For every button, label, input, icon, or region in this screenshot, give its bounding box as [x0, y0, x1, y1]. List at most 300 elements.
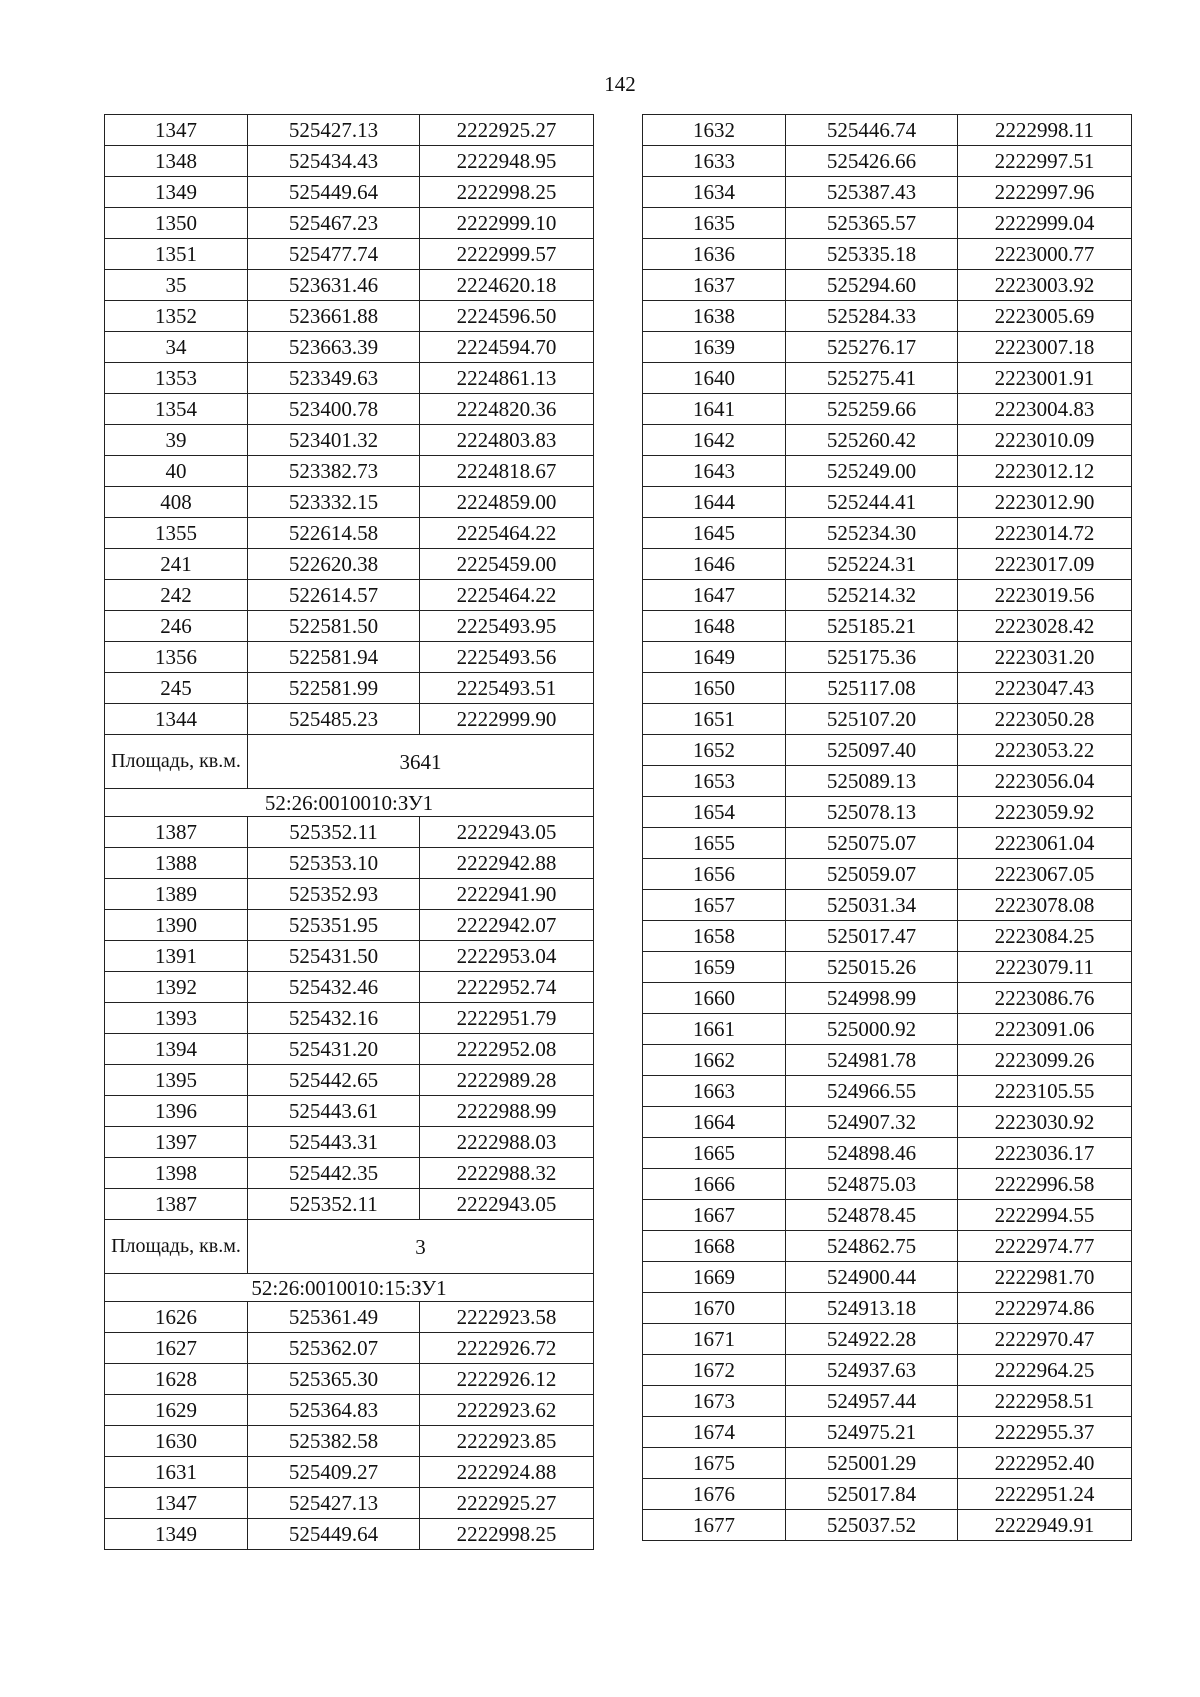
point-number-cell: 35: [105, 270, 248, 301]
point-number-cell: 1649: [643, 642, 786, 673]
point-number-cell: 1394: [105, 1034, 248, 1065]
point-number-cell: 1397: [105, 1127, 248, 1158]
x-coordinate-cell: 525431.20: [248, 1034, 420, 1065]
y-coordinate-cell: 2222998.25: [420, 177, 594, 208]
table-row: [105, 1096, 594, 1127]
x-coordinate-cell: 525467.23: [248, 208, 420, 239]
x-coordinate-cell: 525294.60: [786, 270, 958, 301]
table-row: [105, 425, 594, 456]
x-coordinate-cell: 525234.30: [786, 518, 958, 549]
table-row: [643, 1479, 1132, 1510]
x-coordinate-cell: 525000.92: [786, 1014, 958, 1045]
x-coordinate-cell: 524878.45: [786, 1200, 958, 1231]
table-row: [643, 1262, 1132, 1293]
x-coordinate-cell: 522581.94: [248, 642, 420, 673]
x-coordinate-cell: 525075.07: [786, 828, 958, 859]
point-number-cell: 1627: [105, 1333, 248, 1364]
point-number-cell: 1644: [643, 487, 786, 518]
point-number-cell: 1675: [643, 1448, 786, 1479]
parcel-number: 52:26:0010010:15:ЗУ1: [105, 1274, 594, 1302]
x-coordinate-cell: 522620.38: [248, 549, 420, 580]
y-coordinate-cell: 2224594.70: [420, 332, 594, 363]
table-row: [643, 425, 1132, 456]
x-coordinate-cell: 525431.50: [248, 941, 420, 972]
table-row: [643, 1076, 1132, 1107]
y-coordinate-cell: 2222951.24: [958, 1479, 1132, 1510]
x-coordinate-cell: 525351.95: [248, 910, 420, 941]
table-row: [105, 848, 594, 879]
x-coordinate-cell: 525427.13: [248, 1488, 420, 1519]
point-number-cell: 1628: [105, 1364, 248, 1395]
y-coordinate-cell: 2225493.56: [420, 642, 594, 673]
table-row: [643, 1355, 1132, 1386]
y-coordinate-cell: 2225464.22: [420, 580, 594, 611]
table-row: [643, 1169, 1132, 1200]
point-number-cell: 1676: [643, 1479, 786, 1510]
point-number-cell: 1632: [643, 115, 786, 146]
table-row: [643, 394, 1132, 425]
table-row: [643, 828, 1132, 859]
point-number-cell: 1671: [643, 1324, 786, 1355]
table-row: [105, 487, 594, 518]
x-coordinate-cell: 525224.31: [786, 549, 958, 580]
y-coordinate-cell: 2223047.43: [958, 673, 1132, 704]
x-coordinate-cell: 525449.64: [248, 1519, 420, 1550]
point-number-cell: 1388: [105, 848, 248, 879]
y-coordinate-cell: 2222996.58: [958, 1169, 1132, 1200]
point-number-cell: 1648: [643, 611, 786, 642]
x-coordinate-cell: 525432.46: [248, 972, 420, 1003]
point-number-cell: 39: [105, 425, 248, 456]
point-number-cell: 1631: [105, 1457, 248, 1488]
x-coordinate-cell: 525078.13: [786, 797, 958, 828]
point-number-cell: 1653: [643, 766, 786, 797]
x-coordinate-cell: 525249.00: [786, 456, 958, 487]
y-coordinate-cell: 2222953.04: [420, 941, 594, 972]
point-number-cell: 1674: [643, 1417, 786, 1448]
y-coordinate-cell: 2225493.95: [420, 611, 594, 642]
point-number-cell: 241: [105, 549, 248, 580]
point-number-cell: 1670: [643, 1293, 786, 1324]
point-number-cell: 34: [105, 332, 248, 363]
x-coordinate-cell: 522614.57: [248, 580, 420, 611]
y-coordinate-cell: 2224820.36: [420, 394, 594, 425]
table-row: [643, 1293, 1132, 1324]
table-row: [105, 1127, 594, 1158]
table-row: [643, 1510, 1132, 1541]
x-coordinate-cell: 524966.55: [786, 1076, 958, 1107]
point-number-cell: 1643: [643, 456, 786, 487]
y-coordinate-cell: 2222941.90: [420, 879, 594, 910]
y-coordinate-cell: 2222943.05: [420, 817, 594, 848]
table-row: [105, 146, 594, 177]
point-number-cell: 1668: [643, 1231, 786, 1262]
point-number-cell: 1666: [643, 1169, 786, 1200]
table-row: [105, 941, 594, 972]
x-coordinate-cell: 523631.46: [248, 270, 420, 301]
x-coordinate-cell: 525244.41: [786, 487, 958, 518]
point-number-cell: 1393: [105, 1003, 248, 1034]
x-coordinate-cell: 525017.84: [786, 1479, 958, 1510]
y-coordinate-cell: 2223031.20: [958, 642, 1132, 673]
table-row: [105, 1189, 594, 1220]
y-coordinate-cell: 2224859.00: [420, 487, 594, 518]
y-coordinate-cell: 2222943.05: [420, 1189, 594, 1220]
coordinates-table-left: [104, 114, 594, 1550]
parcel-header-row: [105, 789, 594, 817]
area-value: 3: [248, 1220, 594, 1274]
table-row: [105, 1003, 594, 1034]
x-coordinate-cell: 525361.49: [248, 1302, 420, 1333]
y-coordinate-cell: 2223000.77: [958, 239, 1132, 270]
y-coordinate-cell: 2222988.03: [420, 1127, 594, 1158]
x-coordinate-cell: 524937.63: [786, 1355, 958, 1386]
y-coordinate-cell: 2222951.79: [420, 1003, 594, 1034]
page-number: 142: [604, 72, 636, 96]
point-number-cell: 1672: [643, 1355, 786, 1386]
point-number-cell: 1391: [105, 941, 248, 972]
table-row: [643, 208, 1132, 239]
x-coordinate-cell: 524900.44: [786, 1262, 958, 1293]
point-number-cell: 1667: [643, 1200, 786, 1231]
table-row: [643, 890, 1132, 921]
y-coordinate-cell: 2222999.10: [420, 208, 594, 239]
y-coordinate-cell: 2222964.25: [958, 1355, 1132, 1386]
point-number-cell: 1636: [643, 239, 786, 270]
table-row: [105, 1364, 594, 1395]
point-number-cell: 1652: [643, 735, 786, 766]
table-row: [643, 642, 1132, 673]
y-coordinate-cell: 2223014.72: [958, 518, 1132, 549]
y-coordinate-cell: 2222999.90: [420, 704, 594, 735]
y-coordinate-cell: 2223056.04: [958, 766, 1132, 797]
x-coordinate-cell: 525214.32: [786, 580, 958, 611]
y-coordinate-cell: 2223007.18: [958, 332, 1132, 363]
table-row: [105, 1158, 594, 1189]
point-number-cell: 1347: [105, 1488, 248, 1519]
x-coordinate-cell: 525427.13: [248, 115, 420, 146]
point-number-cell: 1392: [105, 972, 248, 1003]
table-row: [643, 983, 1132, 1014]
y-coordinate-cell: 2223003.92: [958, 270, 1132, 301]
point-number-cell: 1354: [105, 394, 248, 425]
x-coordinate-cell: 525017.47: [786, 921, 958, 952]
y-coordinate-cell: 2223067.05: [958, 859, 1132, 890]
x-coordinate-cell: 525015.26: [786, 952, 958, 983]
y-coordinate-cell: 2222988.32: [420, 1158, 594, 1189]
x-coordinate-cell: 525276.17: [786, 332, 958, 363]
y-coordinate-cell: 2222997.96: [958, 177, 1132, 208]
point-number-cell: 1356: [105, 642, 248, 673]
table-row: [643, 1107, 1132, 1138]
point-number-cell: 1650: [643, 673, 786, 704]
y-coordinate-cell: 2222923.62: [420, 1395, 594, 1426]
x-coordinate-cell: 523401.32: [248, 425, 420, 456]
y-coordinate-cell: 2223061.04: [958, 828, 1132, 859]
point-number-cell: 1656: [643, 859, 786, 890]
y-coordinate-cell: 2225493.51: [420, 673, 594, 704]
table-row: [105, 549, 594, 580]
y-coordinate-cell: 2222974.77: [958, 1231, 1132, 1262]
table-row: [643, 239, 1132, 270]
y-coordinate-cell: 2222923.85: [420, 1426, 594, 1457]
x-coordinate-cell: 525426.66: [786, 146, 958, 177]
table-row: [105, 910, 594, 941]
table-row: [643, 704, 1132, 735]
x-coordinate-cell: 525442.35: [248, 1158, 420, 1189]
point-number-cell: 1651: [643, 704, 786, 735]
point-number-cell: 1647: [643, 580, 786, 611]
table-row: [105, 673, 594, 704]
point-number-cell: 1351: [105, 239, 248, 270]
table-row: [105, 1395, 594, 1426]
y-coordinate-cell: 2222942.07: [420, 910, 594, 941]
y-coordinate-cell: 2223010.09: [958, 425, 1132, 456]
table-row: [643, 1324, 1132, 1355]
x-coordinate-cell: 525409.27: [248, 1457, 420, 1488]
point-number-cell: 1673: [643, 1386, 786, 1417]
point-number-cell: 1349: [105, 177, 248, 208]
point-number-cell: 1658: [643, 921, 786, 952]
point-number-cell: 1352: [105, 301, 248, 332]
y-coordinate-cell: 2223059.92: [958, 797, 1132, 828]
point-number-cell: 1663: [643, 1076, 786, 1107]
y-coordinate-cell: 2222926.72: [420, 1333, 594, 1364]
table-row: [105, 1333, 594, 1364]
point-number-cell: 1661: [643, 1014, 786, 1045]
point-number-cell: 1657: [643, 890, 786, 921]
x-coordinate-cell: 525185.21: [786, 611, 958, 642]
point-number-cell: 1349: [105, 1519, 248, 1550]
table-row: [105, 972, 594, 1003]
y-coordinate-cell: 2223004.83: [958, 394, 1132, 425]
point-number-cell: 1348: [105, 146, 248, 177]
table-row: [643, 363, 1132, 394]
point-number-cell: 1353: [105, 363, 248, 394]
parcel-header-row: [105, 1274, 594, 1302]
y-coordinate-cell: 2222999.57: [420, 239, 594, 270]
y-coordinate-cell: 2223017.09: [958, 549, 1132, 580]
y-coordinate-cell: 2223012.12: [958, 456, 1132, 487]
point-number-cell: 1630: [105, 1426, 248, 1457]
table-row: [105, 1034, 594, 1065]
x-coordinate-cell: 525477.74: [248, 239, 420, 270]
table-row: [643, 115, 1132, 146]
y-coordinate-cell: 2222955.37: [958, 1417, 1132, 1448]
x-coordinate-cell: 524957.44: [786, 1386, 958, 1417]
y-coordinate-cell: 2222926.12: [420, 1364, 594, 1395]
x-coordinate-cell: 525485.23: [248, 704, 420, 735]
y-coordinate-cell: 2222952.08: [420, 1034, 594, 1065]
table-row: [643, 301, 1132, 332]
y-coordinate-cell: 2222970.47: [958, 1324, 1132, 1355]
y-coordinate-cell: 2223099.26: [958, 1045, 1132, 1076]
y-coordinate-cell: 2224861.13: [420, 363, 594, 394]
table-row: [105, 301, 594, 332]
table-row: [643, 1200, 1132, 1231]
table-row: [643, 580, 1132, 611]
table-row: [105, 270, 594, 301]
table-row: [643, 332, 1132, 363]
x-coordinate-cell: 524981.78: [786, 1045, 958, 1076]
y-coordinate-cell: 2224620.18: [420, 270, 594, 301]
table-row: [105, 704, 594, 735]
x-coordinate-cell: 525362.07: [248, 1333, 420, 1364]
y-coordinate-cell: 2223079.11: [958, 952, 1132, 983]
y-coordinate-cell: 2223036.17: [958, 1138, 1132, 1169]
point-number-cell: 1389: [105, 879, 248, 910]
table-row: [643, 1386, 1132, 1417]
point-number-cell: 245: [105, 673, 248, 704]
x-coordinate-cell: 524975.21: [786, 1417, 958, 1448]
area-label: Площадь, кв.м.: [105, 1220, 248, 1274]
point-number-cell: 1662: [643, 1045, 786, 1076]
x-coordinate-cell: 525353.10: [248, 848, 420, 879]
point-number-cell: 1645: [643, 518, 786, 549]
x-coordinate-cell: 522581.50: [248, 611, 420, 642]
y-coordinate-cell: 2222997.51: [958, 146, 1132, 177]
x-coordinate-cell: 525259.66: [786, 394, 958, 425]
point-number-cell: 1669: [643, 1262, 786, 1293]
point-number-cell: 408: [105, 487, 248, 518]
y-coordinate-cell: 2222994.55: [958, 1200, 1132, 1231]
table-row: [643, 859, 1132, 890]
table-row: [643, 456, 1132, 487]
y-coordinate-cell: 2223028.42: [958, 611, 1132, 642]
x-coordinate-cell: 525352.11: [248, 1189, 420, 1220]
point-number-cell: 1654: [643, 797, 786, 828]
y-coordinate-cell: 2222989.28: [420, 1065, 594, 1096]
table-row: [105, 879, 594, 910]
x-coordinate-cell: 525284.33: [786, 301, 958, 332]
table-row: [105, 1488, 594, 1519]
x-coordinate-cell: 525059.07: [786, 859, 958, 890]
table-row: [105, 239, 594, 270]
point-number-cell: 1641: [643, 394, 786, 425]
table-row: [643, 1014, 1132, 1045]
table-row: [105, 177, 594, 208]
table-row: [643, 611, 1132, 642]
y-coordinate-cell: 2223030.92: [958, 1107, 1132, 1138]
point-number-cell: 1634: [643, 177, 786, 208]
x-coordinate-cell: 525037.52: [786, 1510, 958, 1541]
y-coordinate-cell: 2222948.95: [420, 146, 594, 177]
table-row: [105, 817, 594, 848]
table-row: [643, 921, 1132, 952]
table-row: [105, 1302, 594, 1333]
y-coordinate-cell: 2222998.11: [958, 115, 1132, 146]
table-row: [643, 518, 1132, 549]
point-number-cell: 1635: [643, 208, 786, 239]
x-coordinate-cell: 525031.34: [786, 890, 958, 921]
point-number-cell: 1640: [643, 363, 786, 394]
point-number-cell: 1390: [105, 910, 248, 941]
x-coordinate-cell: 525260.42: [786, 425, 958, 456]
point-number-cell: 1677: [643, 1510, 786, 1541]
point-number-cell: 1355: [105, 518, 248, 549]
y-coordinate-cell: 2223050.28: [958, 704, 1132, 735]
point-number-cell: 1664: [643, 1107, 786, 1138]
y-coordinate-cell: 2222974.86: [958, 1293, 1132, 1324]
point-number-cell: 1655: [643, 828, 786, 859]
point-number-cell: 1660: [643, 983, 786, 1014]
y-coordinate-cell: 2222924.88: [420, 1457, 594, 1488]
x-coordinate-cell: 525352.93: [248, 879, 420, 910]
x-coordinate-cell: 524922.28: [786, 1324, 958, 1355]
y-coordinate-cell: 2223012.90: [958, 487, 1132, 518]
x-coordinate-cell: 525335.18: [786, 239, 958, 270]
x-coordinate-cell: 525364.83: [248, 1395, 420, 1426]
x-coordinate-cell: 525352.11: [248, 817, 420, 848]
x-coordinate-cell: 524998.99: [786, 983, 958, 1014]
y-coordinate-cell: 2222999.04: [958, 208, 1132, 239]
x-coordinate-cell: 525107.20: [786, 704, 958, 735]
y-coordinate-cell: 2223005.69: [958, 301, 1132, 332]
x-coordinate-cell: 525443.31: [248, 1127, 420, 1158]
point-number-cell: 1642: [643, 425, 786, 456]
table-row: [105, 1065, 594, 1096]
table-row: [643, 1448, 1132, 1479]
table-row: [105, 580, 594, 611]
y-coordinate-cell: 2223086.76: [958, 983, 1132, 1014]
table-row: [643, 1138, 1132, 1169]
y-coordinate-cell: 2225464.22: [420, 518, 594, 549]
y-coordinate-cell: 2223001.91: [958, 363, 1132, 394]
area-value: 3641: [248, 735, 594, 789]
x-coordinate-cell: 525446.74: [786, 115, 958, 146]
y-coordinate-cell: 2223105.55: [958, 1076, 1132, 1107]
table-row: [643, 1231, 1132, 1262]
y-coordinate-cell: 2222925.27: [420, 115, 594, 146]
table-row: [643, 177, 1132, 208]
y-coordinate-cell: 2222952.40: [958, 1448, 1132, 1479]
x-coordinate-cell: 525365.30: [248, 1364, 420, 1395]
y-coordinate-cell: 2223078.08: [958, 890, 1132, 921]
point-number-cell: 1350: [105, 208, 248, 239]
x-coordinate-cell: 523382.73: [248, 456, 420, 487]
x-coordinate-cell: 525117.08: [786, 673, 958, 704]
table-row: [105, 115, 594, 146]
x-coordinate-cell: 524862.75: [786, 1231, 958, 1262]
table-row: [643, 1045, 1132, 1076]
x-coordinate-cell: 525275.41: [786, 363, 958, 394]
x-coordinate-cell: 523332.15: [248, 487, 420, 518]
y-coordinate-cell: 2222998.25: [420, 1519, 594, 1550]
point-number-cell: 1639: [643, 332, 786, 363]
table-row: [105, 518, 594, 549]
point-number-cell: 1344: [105, 704, 248, 735]
y-coordinate-cell: 2223084.25: [958, 921, 1132, 952]
table-row: [643, 1417, 1132, 1448]
y-coordinate-cell: 2222942.88: [420, 848, 594, 879]
point-number-cell: 242: [105, 580, 248, 611]
point-number-cell: 246: [105, 611, 248, 642]
area-row: [105, 735, 594, 789]
y-coordinate-cell: 2222923.58: [420, 1302, 594, 1333]
parcel-number: 52:26:0010010:ЗУ1: [105, 789, 594, 817]
y-coordinate-cell: 2222925.27: [420, 1488, 594, 1519]
table-row: [643, 735, 1132, 766]
point-number-cell: 1347: [105, 115, 248, 146]
table-row: [643, 766, 1132, 797]
point-number-cell: 1398: [105, 1158, 248, 1189]
point-number-cell: 1387: [105, 817, 248, 848]
point-number-cell: 1387: [105, 1189, 248, 1220]
x-coordinate-cell: 525434.43: [248, 146, 420, 177]
y-coordinate-cell: 2222981.70: [958, 1262, 1132, 1293]
table-row: [105, 332, 594, 363]
x-coordinate-cell: 523400.78: [248, 394, 420, 425]
